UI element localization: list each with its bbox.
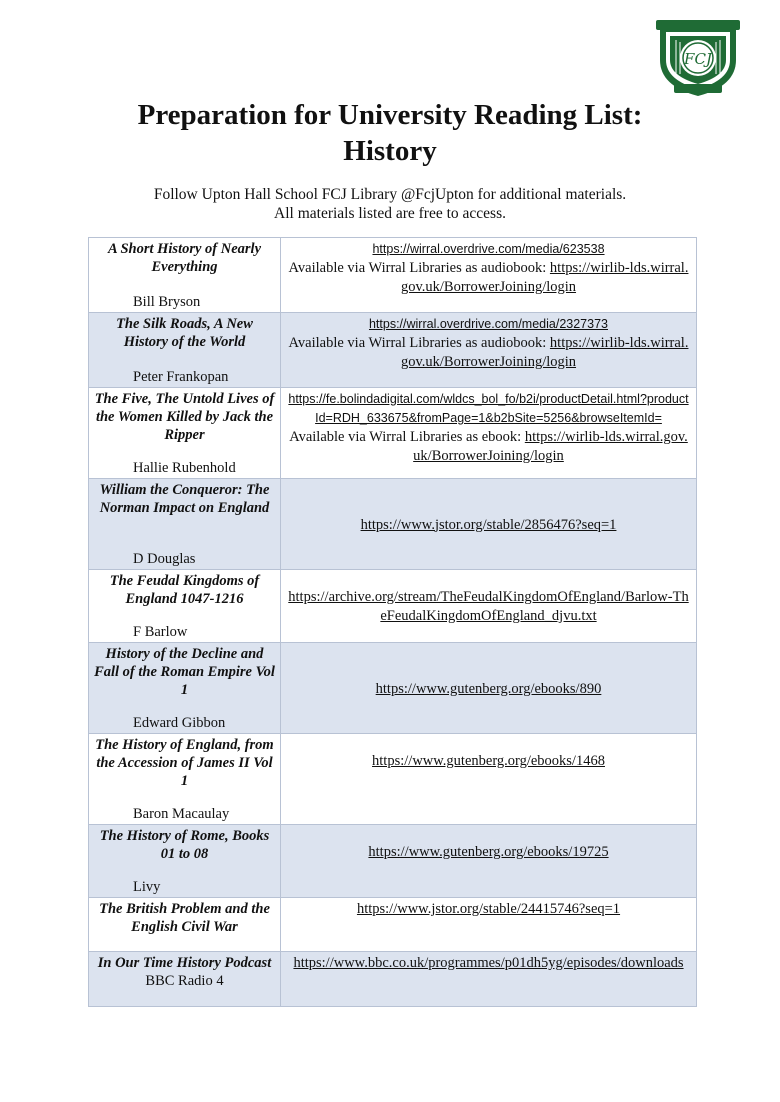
link-cell	[281, 643, 697, 734]
library-login-link[interactable]: https://wirlib-lds.wirral.gov.uk/BorrowerJoining/login	[413, 429, 688, 464]
book-author: Livy	[133, 879, 161, 895]
book-author: Edward Gibbon	[133, 715, 226, 731]
availability-note: Available via Wirral Libraries as audiobook:	[288, 260, 550, 276]
book-cell	[89, 825, 281, 898]
intro-note: All materials listed are free to access.	[274, 205, 506, 222]
book-title: The Silk Roads, A New History of the World	[116, 316, 253, 350]
book-cell	[89, 238, 281, 313]
link-cell	[281, 479, 697, 570]
book-title: William the Conqueror: The Norman Impact on England	[99, 482, 270, 516]
table-row	[89, 479, 697, 570]
book-author: D Douglas	[133, 551, 196, 567]
library-login-link[interactable]: https://wirlib-lds.wirral.gov.uk/BorrowerJoining/login	[400, 335, 689, 370]
link-cell	[281, 734, 697, 825]
intro-text: Follow Upton Hall School FCJ Library @FcjUpton for additional materials.	[153, 186, 627, 203]
availability-note: Available via Wirral Libraries as ebook:	[289, 429, 525, 445]
book-title: A Short History of Nearly Everything	[107, 241, 262, 275]
table-row	[89, 825, 697, 898]
link-cell	[281, 388, 697, 479]
school-crest-logo	[654, 16, 742, 98]
book-author: BBC Radio 4	[145, 973, 224, 989]
book-cell	[89, 952, 281, 1007]
resource-link[interactable]: https://www.gutenberg.org/ebooks/19725	[368, 844, 609, 860]
table-row	[89, 313, 697, 388]
book-author: Baron Macaulay	[133, 806, 230, 822]
resource-link[interactable]: https://www.gutenberg.org/ebooks/1468	[372, 753, 605, 769]
book-cell	[89, 734, 281, 825]
book-author: F Barlow	[133, 624, 188, 640]
book-title: History of the Decline and Fall of the Roman Empire Vol 1	[94, 646, 275, 698]
resource-link[interactable]: https://www.gutenberg.org/ebooks/890	[375, 680, 602, 697]
availability-note: Available via Wirral Libraries as audiobook:	[288, 335, 550, 351]
resource-link[interactable]: https://archive.org/stream/TheFeudalKingdomOfEngland/Barlow-TheFeudalKingdomOfEngland_djvu.txt	[288, 589, 689, 624]
link-cell	[281, 825, 697, 898]
table-row	[89, 643, 697, 734]
book-title: The Five, The Untold Lives of the Women Killed by Jack the Ripper	[94, 391, 275, 443]
book-author: Hallie Rubenhold	[133, 460, 236, 476]
table-row	[89, 388, 697, 479]
book-cell	[89, 313, 281, 388]
book-title: The Feudal Kingdoms of England 1047-1216	[109, 573, 260, 607]
table-row	[89, 898, 697, 952]
resource-link[interactable]: https://www.jstor.org/stable/24415746?seq=1	[356, 901, 621, 917]
resource-link[interactable]: https://wirral.overdrive.com/media/623538	[372, 242, 605, 256]
page-subtitle: History	[343, 135, 437, 167]
book-cell	[89, 479, 281, 570]
book-cell	[89, 570, 281, 643]
reading-list-table	[88, 237, 697, 1007]
table-row	[89, 734, 697, 825]
book-author: Bill Bryson	[133, 294, 201, 310]
link-cell	[281, 238, 697, 313]
link-cell	[281, 952, 697, 1007]
library-login-link[interactable]: https://wirlib-lds.wirral.gov.uk/BorrowerJoining/login	[400, 260, 689, 295]
book-title: The History of England, from the Accession of James II Vol 1	[95, 737, 274, 789]
book-cell	[89, 643, 281, 734]
book-cell	[89, 898, 281, 952]
link-cell	[281, 313, 697, 388]
resource-link[interactable]: https://fe.bolindadigital.com/wldcs_bol_fo/b2i/productDetail.html?productId=RDH_633675&fromPage=1&b2bSite=5256&browseItemId=	[288, 392, 689, 425]
table-row	[89, 570, 697, 643]
book-cell	[89, 388, 281, 479]
link-cell	[281, 570, 697, 643]
table-row	[89, 238, 697, 313]
page-title: Preparation for University Reading List:	[137, 99, 643, 131]
link-cell	[281, 898, 697, 952]
svg-text:FCJ: FCJ	[684, 50, 712, 68]
book-title: The History of Rome, Books 01 to 08	[99, 828, 270, 862]
resource-link[interactable]: https://www.bbc.co.uk/programmes/p01dh5yg/episodes/downloads	[293, 955, 684, 971]
resource-link[interactable]: https://wirral.overdrive.com/media/2327373	[368, 317, 608, 331]
table-row	[89, 952, 697, 1007]
book-title: In Our Time History Podcast	[97, 955, 272, 971]
resource-link[interactable]: https://www.jstor.org/stable/2856476?seq=1	[360, 516, 617, 533]
book-title: The British Problem and the English Civil War	[99, 901, 270, 935]
book-author: Peter Frankopan	[133, 369, 229, 385]
